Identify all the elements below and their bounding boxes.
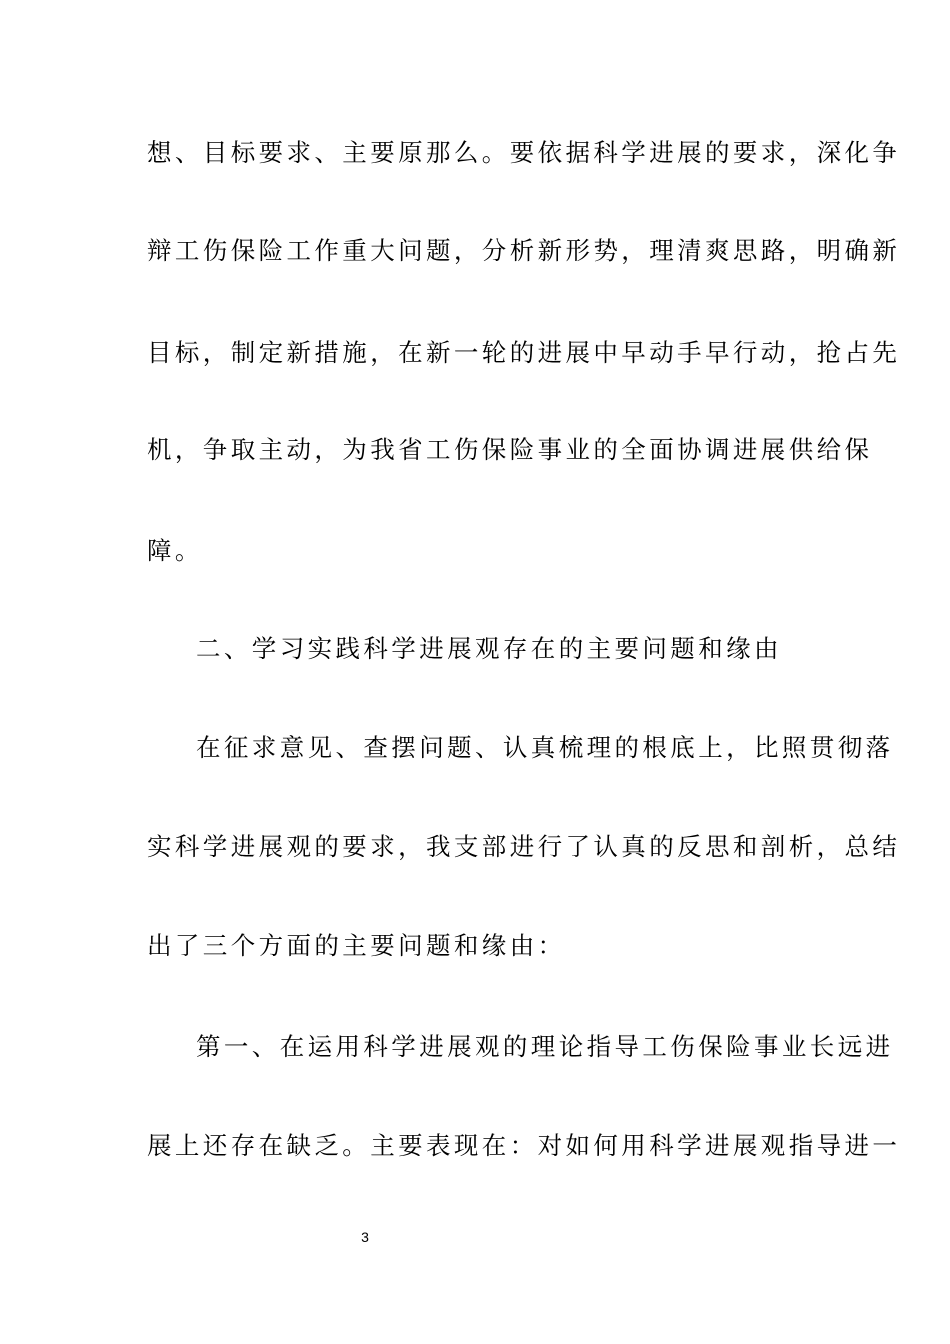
paragraph-line: 在征求意见、查摆问题、认真梳理的根底上，比照贯彻落 — [196, 733, 894, 762]
paragraph-line: 障。 — [147, 536, 203, 565]
paragraph-line: 第一、在运用科学进展观的理论指导工伤保险事业长远进 — [196, 1032, 894, 1061]
section-heading: 二、学习实践科学进展观存在的主要问题和缘由 — [196, 634, 782, 663]
paragraph-line: 目标，制定新措施，在新一轮的进展中早动手早行动，抢占先 — [147, 338, 901, 367]
paragraph-line: 展上还存在缺乏。主要表现在：对如何用科学进展观指导进一 — [147, 1131, 901, 1160]
paragraph-line: 出了三个方面的主要问题和缘由： — [147, 931, 566, 960]
page-number: 3 — [361, 1229, 369, 1245]
paragraph-line: 机，争取主动，为我省工伤保险事业的全面协调进展供给保 — [147, 435, 873, 464]
paragraph-line: 辩工伤保险工作重大问题，分析新形势，理清爽思路，明确新 — [147, 236, 901, 265]
paragraph-line: 实科学进展观的要求，我支部进行了认真的反思和剖析，总结 — [147, 832, 901, 861]
paragraph-line: 想、目标要求、主要原那么。要依据科学进展的要求，深化争 — [147, 138, 901, 167]
